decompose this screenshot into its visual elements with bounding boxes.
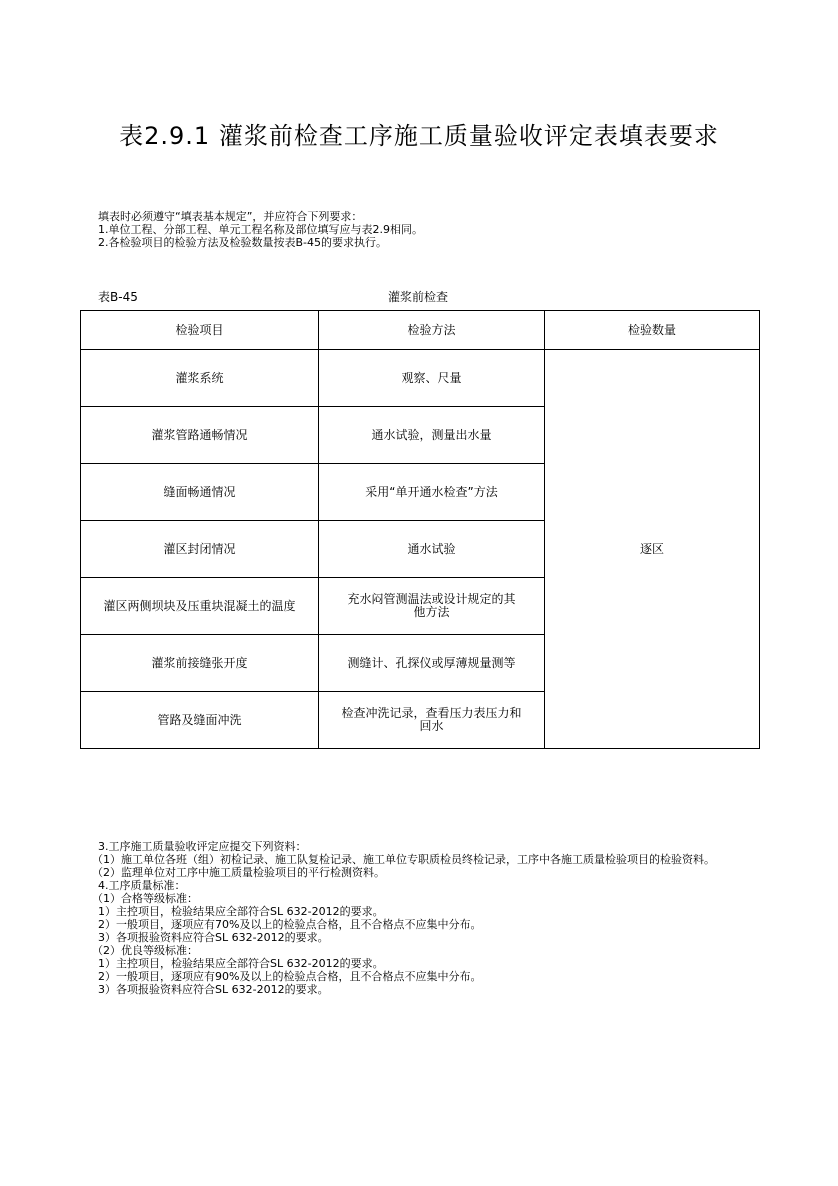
page-title: 表2.9.1 灌浆前检查工序施工质量验收评定表填表要求 <box>119 122 719 150</box>
note-line: （2）监理单位对工序中施工质量检验项目的平行检测资料。 <box>92 866 385 879</box>
header-quantity: 检验数量 <box>545 311 760 350</box>
note-line: 1）主控项目，检验结果应全部符合SL 632-2012的要求。 <box>98 905 384 918</box>
intro-line: 1.单位工程、分部工程、单元工程名称及部位填写应与表2.9相同。 <box>98 223 423 236</box>
intro-line: 填表时必须遵守“填表基本规定”，并应符合下列要求： <box>98 210 363 223</box>
cell-item: 灌区封闭情况 <box>81 521 319 578</box>
cell-method: 采用“单开通水检查”方法 <box>319 464 545 521</box>
inspection-table <box>80 310 760 749</box>
cell-item: 灌浆系统 <box>81 350 319 407</box>
header-item: 检验项目 <box>81 311 319 350</box>
cell-method: 观察、尺量 <box>319 350 545 407</box>
cell-method: 测缝计、孔探仪或厚薄规量测等 <box>319 635 545 692</box>
cell-quantity: 逐区 <box>545 350 760 749</box>
cell-item: 灌浆管路通畅情况 <box>81 407 319 464</box>
cell-method: 通水试验 <box>319 521 545 578</box>
note-line: 3）各项报验资料应符合SL 632-2012的要求。 <box>98 931 329 944</box>
table-number: 表B-45 <box>98 290 138 304</box>
table-caption: 灌浆前检查 <box>387 290 448 304</box>
cell-item: 管路及缝面冲洗 <box>81 692 319 749</box>
table-header-row <box>81 311 760 350</box>
cell-item: 缝面畅通情况 <box>81 464 319 521</box>
note-line: （1）合格等级标准： <box>92 892 198 905</box>
cell-item: 灌浆前接缝张开度 <box>81 635 319 692</box>
note-line: 4.工序质量标准： <box>98 879 186 892</box>
table-row <box>81 350 760 407</box>
intro-line: 2.各检验项目的检验方法及检验数量按表B-45的要求执行。 <box>98 236 388 249</box>
note-line: 3.工序施工质量验收评定应提交下列资料： <box>98 840 307 853</box>
cell-method: 检查冲洗记录，查看压力表压力和回水 <box>319 692 545 749</box>
header-method: 检验方法 <box>319 311 545 350</box>
requirements-notes <box>84 840 764 996</box>
note-line: 2）一般项目，逐项应有70%及以上的检验点合格，且不合格点不应集中分布。 <box>98 918 482 931</box>
note-line: （2）优良等级标准： <box>92 944 198 957</box>
note-line: （1）施工单位各班（组）初检记录、施工队复检记录、施工单位专职质检员终检记录，工序中各施工质量检验项目的检验资料。 <box>92 853 715 866</box>
cell-item: 灌区两侧坝块及压重块混凝土的温度 <box>81 578 319 635</box>
intro-text <box>98 210 423 249</box>
note-line: 3）各项报验资料应符合SL 632-2012的要求。 <box>98 983 329 996</box>
cell-method: 充水闷管测温法或设计规定的其他方法 <box>319 578 545 635</box>
note-line: 2）一般项目，逐项应有90%及以上的检验点合格，且不合格点不应集中分布。 <box>98 970 482 983</box>
note-line: 1）主控项目，检验结果应全部符合SL 632-2012的要求。 <box>98 957 384 970</box>
cell-method: 通水试验，测量出水量 <box>319 407 545 464</box>
